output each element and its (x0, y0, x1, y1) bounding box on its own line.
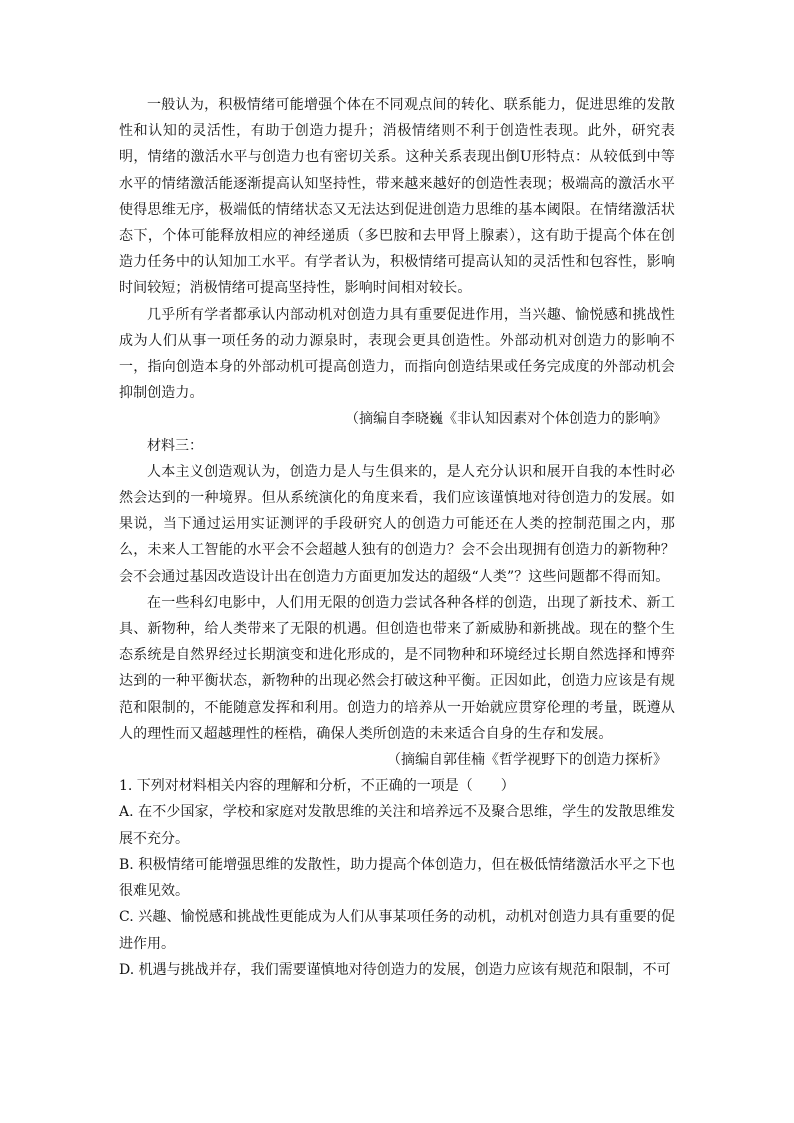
option-a: A. 在不少国家，学校和家庭对发散思维的关注和培养远不及聚合思维，学生的发散思维发展不充分。 (119, 804, 675, 847)
citation-material-two: （摘编自李晓巍《非认知因素对个体创造力的影响》 (345, 411, 667, 428)
option-c: C. 兴趣、愉悦感和挑战性更能成为人们从事某项任务的动机，动机对创造力具有重要的促进作用。 (119, 909, 675, 952)
option-b: B. 积极情绪可能增强思维的发散性，助力提高个体创造力，但在极低情绪激活水平之下也很难见效。 (119, 856, 675, 900)
citation-material-three: （摘编自郭佳楠《哲学视野下的创造力探析》 (387, 752, 667, 769)
paragraph-motivation: 几乎所有学者都承认内部动机对创造力具有重要促进作用，当兴趣、愉悦感和挑战性成为人们从事一项任务的动力源泉时，表现会更具创造性。外部动机对创造力的影响不一，指向创造本身的外部动机可提高创造力，而指向创造结果或任务完成度的外部动机会抑制创造力。 (119, 306, 675, 402)
paragraph-scifi: 在一些科幻电影中，人们用无限的创造力尝试各种各样的创造，出现了新技术、新工具、新物种，给人类带来了无限的机遇。但创造也带来了新威胁和新挑战。现在的整个生态系统是自然界经过长期演变和进化形成的，是不同物种和环境经过长期自然选择和博弈达到的一种平衡状态，新物种的出现必然会打破这种平衡。正因如此，创造力应该是有规范和限制的，不能随意发挥和利用。创造力的培养从一开始就应贯穿伦理的考量，既遵从人的理性而又超越理性的桎梏，确保人类所创造的未来适合自身的生存和发展。 (119, 594, 675, 742)
option-d: D. 机遇与挑战并存，我们需要谨慎地对待创造力的发展，创造力应该有规范和限制，不可 (119, 961, 671, 978)
paragraph-emotion: 一般认为，积极情绪可能增强个体在不同观点间的转化、联系能力，促进思维的发散性和认知的灵活性，有助于创造力提升；消极情绪则不利于创造性表现。此外，研究表明，情绪的激活水平与创造力也有密切关系。这种关系表现出倒U形特点：从较低到中等水平的情绪激活能逐渐提高认知坚持性，带来越来越好的创造性表现；极端高的激活水平使得思维无序，极端低的情绪状态又无法达到促进创造力思维的基本阈限。在情绪激活状态下，个体可能释放相应的神经递质（多巴胺和去甲肾上腺素），这有助于提高个体在创造力任务中的认知加工水平。有学者认为，积极情绪可提高认知的灵活性和包容性，影响时间较短；消极情绪可提高坚持性，影响时间相对较长。 (119, 97, 675, 297)
document-page (119, 92, 675, 983)
question-stem: 1. 下列对材料相关内容的理解和分析，不正确的一项是（ ） (119, 778, 515, 795)
paragraph-humanism: 人本主义创造观认为，创造力是人与生俱来的，是人充分认识和展开自我的本性时必然会达到的一种境界。但从系统演化的角度来看，我们应该谨慎地对待创造力的发展。如果说，当下通过运用实证测评的手段研究人的创造力可能还在人类的控制范围之内，那么，未来人工智能的水平会不会超越人独有的创造力？会不会出现拥有创造力的新物种？会不会通过基因改造设计出在创造力方面更加发达的超级“人类”？这些问题都不得而知。 (119, 463, 675, 585)
material-three-heading: 材料三： (147, 437, 203, 454)
